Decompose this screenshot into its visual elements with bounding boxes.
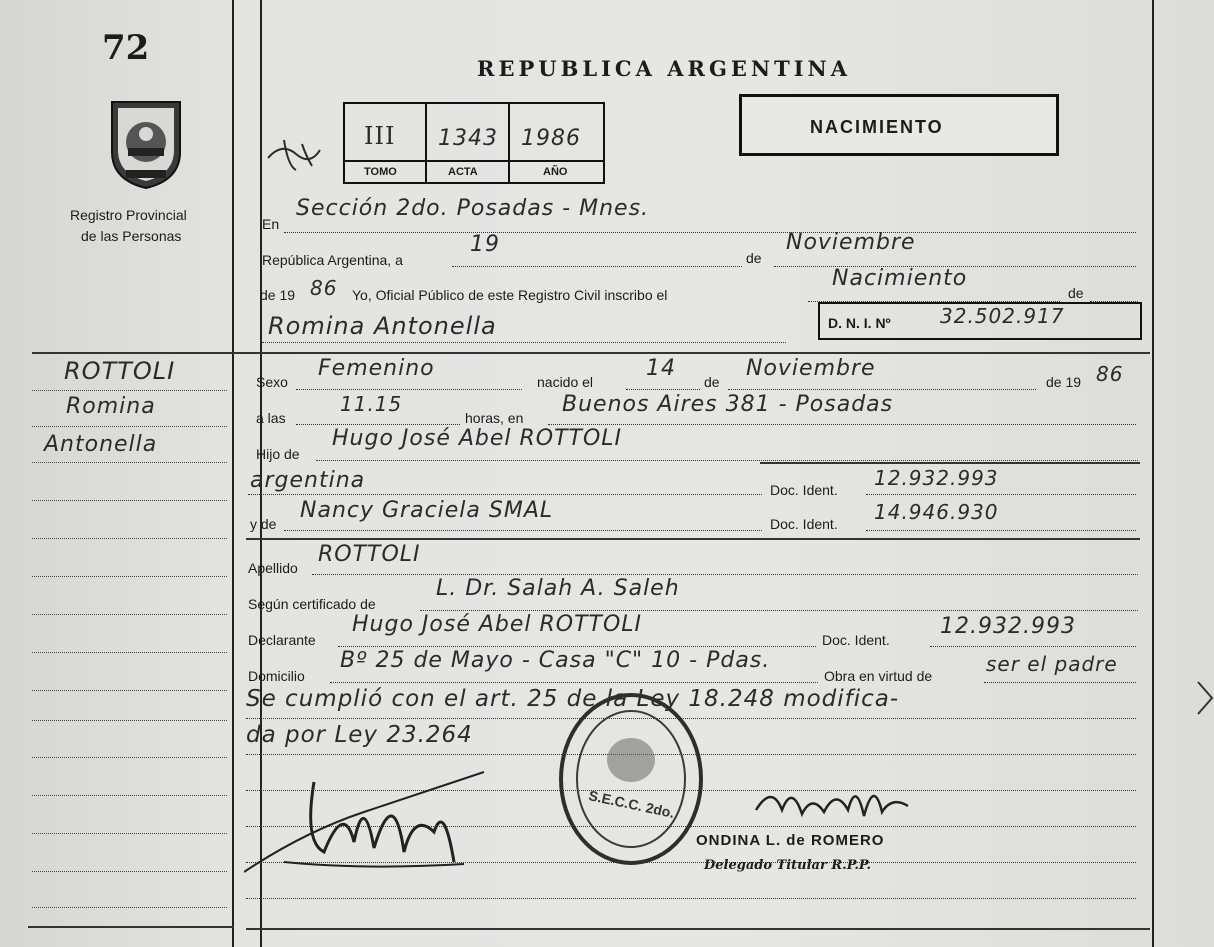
declarante-doc-line <box>930 646 1136 647</box>
nacido-ano: 86 <box>1096 362 1124 386</box>
stub-line <box>32 690 227 691</box>
padre-doc-label: Doc. Ident. <box>770 482 838 498</box>
de-label: de <box>746 250 762 266</box>
stub-line <box>32 833 227 834</box>
registry-line1: Registro Provincial <box>70 207 187 223</box>
hijo-label: Hijo de <box>256 446 300 462</box>
official-name: ONDINA L. de ROMERO <box>696 832 885 849</box>
de19b-label: de 19 <box>1046 374 1082 390</box>
declarante-label: Declarante <box>248 632 316 648</box>
yde-label: y de <box>250 516 277 532</box>
ref-box-labels-rule <box>343 160 605 162</box>
apellido-label: Apellido <box>248 560 298 576</box>
ano-value: 1986 <box>521 126 581 151</box>
stub-line <box>32 652 227 653</box>
padre-nac-line <box>248 494 762 495</box>
madre-rule <box>246 538 1140 540</box>
seal-center-text: S.E.C.C. 2do. <box>587 787 676 821</box>
acta-label: ACTA <box>448 166 478 178</box>
year-value: 86 <box>310 276 338 300</box>
ref-box-divider <box>508 102 510 184</box>
dni-value: 32.502.917 <box>940 304 1065 328</box>
segun-label: Según certificado de <box>248 596 376 612</box>
margin-mark-icon <box>1196 680 1214 716</box>
day-value: 19 <box>470 232 500 257</box>
stub-given-name-2: Antonella <box>44 432 158 457</box>
nacido-mes: Noviembre <box>746 356 876 381</box>
stub-line <box>32 720 227 721</box>
hora-value: 11.15 <box>340 392 403 416</box>
stub-top-rule <box>32 352 240 354</box>
stub-bottom-rule <box>28 926 234 928</box>
declarante-line <box>338 646 816 647</box>
domicilio-line <box>330 682 818 683</box>
stub-line <box>32 907 227 908</box>
alas-label: a las <box>256 410 286 426</box>
initials-mark-icon <box>266 136 322 172</box>
madre-line <box>284 530 762 531</box>
apellido-value: ROTTOLI <box>318 542 421 567</box>
padre-line <box>316 460 1138 461</box>
de3-label: de <box>704 374 720 390</box>
left-frame-line <box>232 0 234 947</box>
de19-label: de 19 <box>260 287 296 303</box>
madre-doc-line <box>866 530 1136 531</box>
stub-line <box>32 390 227 391</box>
nacido-label: nacido el <box>537 374 594 390</box>
padre-doc-line <box>866 494 1136 495</box>
nota-line-2: da por Ley 23.264 <box>246 722 473 748</box>
declarant-signature-icon <box>244 752 494 882</box>
stub-line <box>32 426 227 427</box>
obra-line <box>984 682 1136 683</box>
apellido-line <box>312 574 1138 575</box>
registry-line2: de las Personas <box>81 228 182 244</box>
declarante-doc-value: 12.932.993 <box>940 614 1076 639</box>
stub-given-name-1: Romina <box>66 394 156 419</box>
declarante-value: Hugo José Abel ROTTOLI <box>352 612 643 637</box>
child-name: Romina Antonella <box>268 312 497 340</box>
official-signature-icon <box>752 770 912 834</box>
seccion-value: Sección 2do. Posadas - Mnes. <box>296 196 650 221</box>
stub-line <box>32 757 227 758</box>
padre-nacionalidad: argentina <box>250 468 366 493</box>
stub-line <box>32 462 227 463</box>
republica-label: República Argentina, a <box>262 252 403 268</box>
stub-line <box>32 500 227 501</box>
day-line <box>452 266 742 267</box>
child-name-line <box>262 342 786 343</box>
inscribe-value: Nacimiento <box>832 266 968 291</box>
domicilio-label: Domicilio <box>248 668 305 684</box>
right-frame-line <box>1152 0 1154 947</box>
nacido-dia: 14 <box>646 356 676 381</box>
madre-doc-value: 14.946.930 <box>874 500 999 524</box>
month-value: Noviembre <box>786 230 916 255</box>
stub-surname: ROTTOLI <box>64 357 176 385</box>
padre-rule <box>760 462 1140 464</box>
horas-label: horas, en <box>465 410 524 426</box>
madre-doc-label: Doc. Ident. <box>770 516 838 532</box>
country-title: REPUBLICA ARGENTINA <box>477 56 852 81</box>
declarante-doc-label: Doc. Ident. <box>822 632 890 648</box>
tomo-value: III <box>364 122 396 150</box>
seccion-line <box>284 232 1136 233</box>
padre-value: Hugo José Abel ROTTOLI <box>332 426 623 451</box>
tomo-label: TOMO <box>364 166 397 178</box>
en-label: En <box>262 216 280 232</box>
blank-rule <box>246 898 1136 899</box>
hora-line <box>296 424 460 425</box>
de2-label: de <box>1068 285 1084 301</box>
bottom-rule <box>246 928 1150 930</box>
sexo-value: Femenino <box>318 356 435 381</box>
birth-type-label: NACIMIENTO <box>810 117 944 137</box>
stub-line <box>32 576 227 577</box>
ref-box-divider <box>425 102 427 184</box>
oficial-text: Yo, Oficial Público de este Registro Civil inscribo el <box>352 287 668 303</box>
obra-label: Obra en virtud de <box>824 668 933 684</box>
dni-label: D. N. I. Nº <box>828 315 891 331</box>
lugar-line <box>548 424 1136 425</box>
sexo-line <box>296 389 522 390</box>
stub-line <box>32 795 227 796</box>
stub-line <box>32 614 227 615</box>
domicilio-value: Bº 25 de Mayo - Casa "C" 10 - Pdas. <box>340 648 771 673</box>
province-coat-of-arms-icon <box>106 94 186 190</box>
certificado-line <box>420 610 1138 611</box>
acta-value: 1343 <box>438 126 498 151</box>
nacido-dia-line <box>626 389 700 390</box>
nacido-mes-line <box>728 389 1036 390</box>
madre-value: Nancy Graciela SMAL <box>300 498 554 523</box>
nota-line-1: Se cumplió con el art. 25 de la Ley 18.248 modifica- <box>246 686 900 712</box>
certificado-value: L. Dr. Salah A. Saleh <box>436 576 680 601</box>
stub-line <box>32 538 227 539</box>
ano-label: AÑO <box>543 166 568 178</box>
sexo-label: Sexo <box>256 374 288 390</box>
section-rule <box>240 352 1150 354</box>
page-number: 72 <box>102 28 150 68</box>
obra-value: ser el padre <box>986 652 1118 676</box>
official-seal-icon <box>556 690 706 868</box>
stub-line <box>32 871 227 872</box>
official-title: Delegado Titular R.P.P. <box>704 858 871 873</box>
padre-doc-value: 12.932.993 <box>874 466 999 490</box>
lugar-value: Buenos Aires 381 - Posadas <box>562 392 894 417</box>
